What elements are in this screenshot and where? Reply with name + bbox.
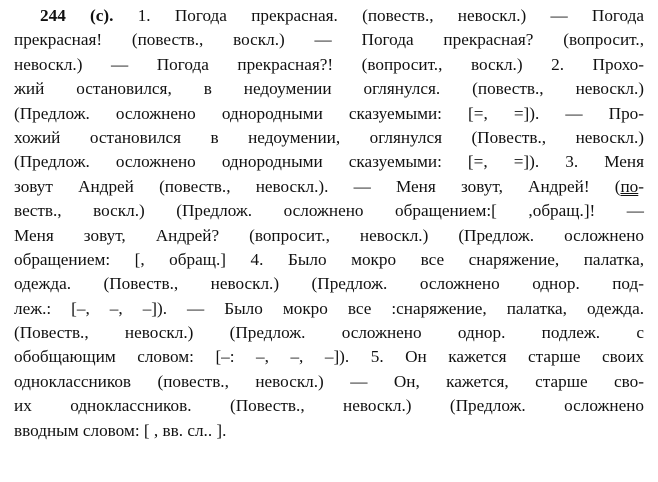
text-line: зовут Андрей (повеств., невоскл.). — Меня зовут, Андрей! (по- (14, 176, 644, 196)
text-line: жий остановился, в недоумении оглянулся. (повеств., невоскл.) (14, 79, 644, 99)
exercise-244-answer (14, 4, 644, 443)
text-line: (Предлож. осложнено однородными сказуемыми: [=, =]). — Про- (14, 103, 644, 123)
text-line: вводным словом: [ , вв. сл.. ]. (14, 420, 227, 440)
text-line: Меня зовут, Андрей? (вопросит., невоскл.) (Предлож. осложнено (14, 225, 644, 245)
text-line: хожий остановился в недоумении, оглянулся (Повеств., невоскл.) (14, 127, 644, 147)
text-line: леж.: [–, –, –]). — Было мокро все :снаряжение, палатка, одежда. (14, 298, 644, 318)
text-line: (Предлож. осложнено однородными сказуемыми: [=, =]). 3. Меня (14, 152, 644, 172)
text-line: (Повеств., невоскл.) (Предлож. осложнено однор. подлеж. с (14, 323, 644, 343)
text-line: обобщающим словом: [–: –, –, –]). 5. Он кажется старше своих (14, 347, 644, 367)
text-line: прекрасная! (повеств., воскл.) — Погода прекрасная? (вопросит., (14, 30, 644, 50)
text-line: одежда. (Повеств., невоскл.) (Предлож. осложнено однор. под- (14, 274, 644, 294)
text-line: одноклассников (повеств., невоскл.) — Он, кажется, старше сво- (14, 371, 644, 391)
exercise-number: 244 (с). (40, 6, 114, 25)
text-line: их одноклассников. (Повеств., невоскл.) (Предлож. осложнено (14, 396, 644, 416)
text-line: вeств., воскл.) (Предлож. осложнено обращением:[ ,обращ.]! — (14, 201, 644, 221)
text-line: невоскл.) — Погода прекрасная?! (вопросит., воскл.) 2. Прохо- (14, 54, 644, 74)
underlined-fragment: по (620, 176, 639, 196)
text-line: 244 (с). 1. Погода прекрасная. (повеств., невоскл.) — Погода (40, 6, 645, 25)
text-line: обращением: [, обращ.] 4. Было мокро все снаряжение, палатка, (14, 249, 644, 269)
